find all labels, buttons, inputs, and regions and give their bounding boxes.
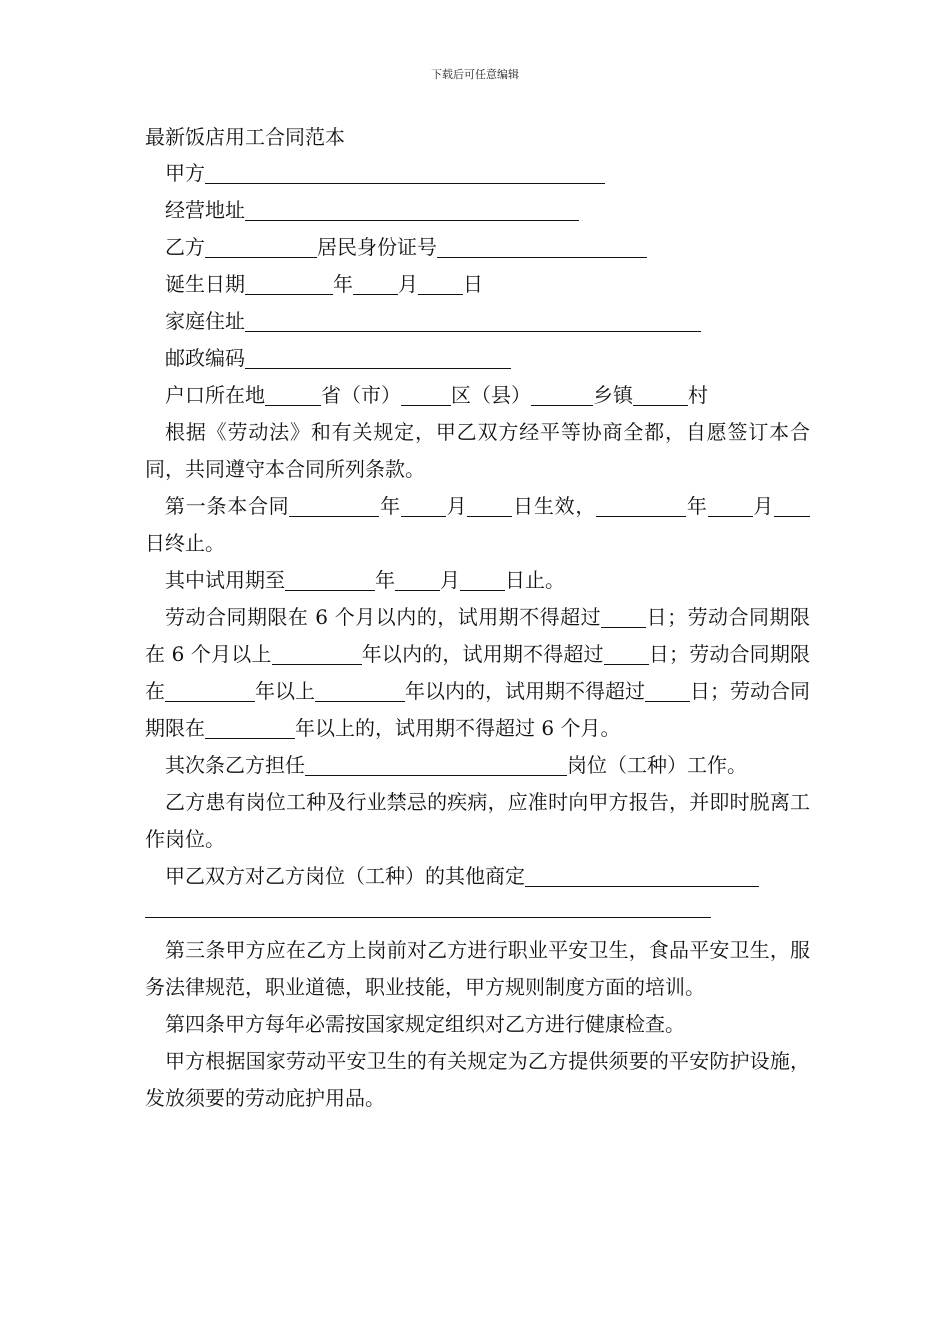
- trial-year-blank[interactable]: [285, 570, 375, 591]
- home-line: 家庭住址: [145, 303, 810, 340]
- home-blank[interactable]: [245, 311, 701, 332]
- limit-days-2-blank[interactable]: [604, 644, 649, 665]
- article-4: 第四条甲方每年必需按国家规定组织对乙方进行健康检查。: [165, 1012, 685, 1036]
- article-2: 其次条乙方担任 岗位（工种）工作。: [165, 753, 747, 777]
- safety-paragraph: 甲方根据国家劳动平安卫生的有关规定为乙方提供须要的平安防护设施，发放须要的劳动庇护用品。: [145, 1049, 810, 1110]
- end-year-blank[interactable]: [596, 496, 686, 517]
- term-limits-paragraph: 劳动合同期限在 6 个月以内的，试用期不得超过 日；劳动合同期限在 6 个月以上 年以内的，试用期不得超过 日；劳动合同期限在 年以上 年以内的，试用期不得超过 日；劳动合同期限在 年以上的，试用期不得超过 6 个月。: [145, 605, 811, 740]
- limit-days-1-blank[interactable]: [601, 607, 646, 628]
- other-agreement-blank[interactable]: [525, 866, 759, 887]
- birth-year-blank[interactable]: [245, 274, 333, 295]
- address-line: 经营地址: [145, 192, 810, 229]
- birth-day-blank[interactable]: [418, 274, 463, 295]
- intro-paragraph: 根据《劳动法》和有关规定，甲乙双方经平等协商全都，自愿签订本合同，共同遵守本合同所列条款。: [145, 420, 810, 481]
- disease-paragraph: 乙方患有岗位工种及行业禁忌的疾病，应准时向甲方报告，并即时脱离工作岗位。: [145, 790, 810, 851]
- postcode-line: 邮政编码: [145, 340, 810, 377]
- end-day-blank[interactable]: [774, 496, 810, 517]
- limit-years-3-blank[interactable]: [315, 681, 405, 702]
- party-a-blank[interactable]: [205, 163, 605, 184]
- start-year-blank[interactable]: [289, 496, 379, 517]
- party-b-line: 乙方 居民身份证号: [145, 229, 810, 266]
- address-blank[interactable]: [245, 200, 579, 221]
- document-title: 最新饭店用工合同范本: [145, 125, 345, 149]
- trial-month-blank[interactable]: [395, 570, 440, 591]
- start-day-blank[interactable]: [467, 496, 512, 517]
- trial-line: 其中试用期至 年 月 日止。: [165, 568, 565, 592]
- province-blank[interactable]: [265, 385, 321, 406]
- birth-line: 诞生日期 年 月 日: [165, 272, 483, 296]
- end-month-blank[interactable]: [708, 496, 753, 517]
- trial-day-blank[interactable]: [460, 570, 505, 591]
- article-1: 第一条本合同 年 月 日生效， 年 月日终止。: [145, 488, 810, 562]
- village-blank[interactable]: [633, 385, 688, 406]
- town-blank[interactable]: [531, 385, 593, 406]
- birth-month-blank[interactable]: [353, 274, 398, 295]
- limit-years-2-blank[interactable]: [165, 681, 255, 702]
- limit-days-3-blank[interactable]: [645, 681, 690, 702]
- page-header: 下载后可任意编辑: [431, 68, 519, 81]
- contract-body: [145, 119, 810, 1117]
- district-blank[interactable]: [401, 385, 451, 406]
- start-month-blank[interactable]: [401, 496, 446, 517]
- party-a-line: 甲方: [145, 155, 810, 192]
- other-agreement-line: 甲乙双方对乙方岗位（工种）的其他商定: [145, 858, 810, 895]
- limit-years-4-blank[interactable]: [205, 718, 295, 739]
- position-blank[interactable]: [305, 755, 567, 776]
- id-number-blank[interactable]: [437, 237, 647, 258]
- limit-years-1-blank[interactable]: [272, 644, 362, 665]
- postcode-blank[interactable]: [245, 348, 511, 369]
- article-3: 第三条甲方应在乙方上岗前对乙方进行职业平安卫生，食品平安卫生，服务法律规范，职业道德，职业技能，甲方规则制度方面的培训。: [145, 938, 810, 999]
- hukou-line: 户口所在地 省（市） 区（县） 乡镇 村: [165, 383, 708, 407]
- party-b-blank[interactable]: [205, 237, 317, 258]
- other-agreement-continuation[interactable]: [145, 895, 711, 918]
